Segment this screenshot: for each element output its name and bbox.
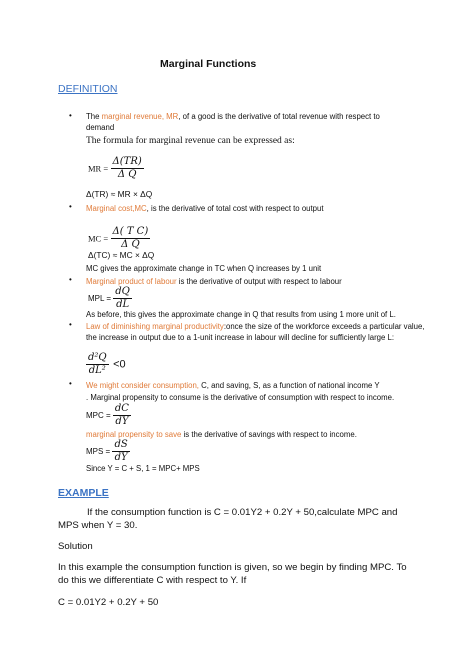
bullet-mr: • xyxy=(69,111,72,120)
mc-text: , is the derivative of total cost with respect to output xyxy=(146,204,324,213)
mc-denominator: Δ Q xyxy=(121,239,140,250)
solution-text: In this example the consumption function is given, so we begin by finding MPC. To do this we differentiate C with respect to Y. If xyxy=(58,562,407,586)
mps-numerator: dS xyxy=(114,439,128,450)
example-text: If the consumption function is C = 0.01Y2 + 0.2Y + 50,calculate MPC and MPS when Y = 30. xyxy=(58,507,398,531)
mpc-fraction xyxy=(113,404,131,427)
mpc-lhs: MPC = xyxy=(86,411,111,420)
law-fraction xyxy=(86,353,109,376)
mpl-note: As before, this gives the approximate change in Q that results from using 1 more unit of L. xyxy=(86,310,396,319)
law-text: :once the size of the workforce exceeds a particular value, the increase in output due to a 1-unit increase in labour will decline for sufficiently large L: xyxy=(86,322,425,342)
bullet-law: • xyxy=(69,320,72,329)
mpl-formula xyxy=(88,287,132,310)
mc-lhs: MC = xyxy=(88,233,109,244)
definition-heading: DEFINITION xyxy=(58,83,118,95)
mpc-formula xyxy=(86,404,131,427)
consumption-line1 xyxy=(86,380,380,391)
mr-fraction xyxy=(111,157,144,180)
mc-term: Marginal cost,MC xyxy=(86,204,147,213)
mpl-text: is the derivative of output with respect to labour xyxy=(176,277,342,286)
mpc-numerator: dC xyxy=(114,403,129,414)
mps-lhs: MPS = xyxy=(86,447,111,456)
mpc-denominator: dY xyxy=(115,416,129,427)
consumption-text1: C, and saving, S, as a function of national income Y xyxy=(198,381,380,390)
mr-definition-line1 xyxy=(86,111,380,122)
mr-numerator: Δ(TR) xyxy=(112,156,142,167)
mr-formula xyxy=(88,157,144,180)
consumption-line2: . Marginal propensity to consume is the derivative of consumption with respect to income. xyxy=(86,393,395,402)
mc-note: MC gives the approximate change in TC when Q increases by 1 unit xyxy=(86,264,322,273)
mpl-numerator: dQ xyxy=(115,286,130,297)
mps-formula xyxy=(86,440,130,463)
mps-denominator: dY xyxy=(114,452,128,463)
consumption-equation: C = 0.01Y2 + 0.2Y + 50 xyxy=(58,597,159,608)
mpl-fraction xyxy=(113,287,132,310)
bullet-consumption: • xyxy=(69,379,72,388)
mr-denominator: Δ Q xyxy=(117,169,137,180)
mr-term: marginal revenue, MR xyxy=(101,112,179,121)
example-heading: EXAMPLE xyxy=(58,487,109,499)
mr-text-rest: , of a good is the derivative of total revenue with respect to xyxy=(178,112,380,121)
mps-fraction xyxy=(112,440,129,463)
mpl-denominator: dL xyxy=(116,299,130,310)
mc-numerator: Δ( T C) xyxy=(112,226,149,237)
mpl-term: Marginal product of labour xyxy=(86,277,177,286)
law-denominator: dL² xyxy=(88,365,106,376)
mc-fraction xyxy=(111,227,151,250)
solution-label: Solution xyxy=(58,541,93,552)
mc-approximation: Δ(TC) ≈ MC × ΔQ xyxy=(88,250,155,260)
consumption-term: We might consider consumption, xyxy=(86,381,199,390)
law-numerator: d²Q xyxy=(88,352,107,363)
since-identity: Since Y = C + S, 1 = MPC+ MPS xyxy=(86,464,200,473)
mr-formula-intro: The formula for marginal revenue can be expressed as: xyxy=(86,136,295,146)
law-definition xyxy=(86,321,426,343)
bullet-mpl: • xyxy=(69,275,72,284)
mps-term: marginal propensity to save xyxy=(86,430,182,439)
mr-lhs: MR = xyxy=(88,163,109,174)
mr-text-prefix: The xyxy=(86,112,102,121)
law-rhs: <0 xyxy=(113,358,126,371)
mr-definition-line2: demand xyxy=(86,123,115,132)
mpl-lhs: MPL = xyxy=(88,294,112,303)
bullet-mc: • xyxy=(69,202,72,211)
law-formula xyxy=(86,353,126,376)
page-title: Marginal Functions xyxy=(160,58,257,70)
law-term: Law of diminishing marginal productivity xyxy=(86,322,224,331)
mc-definition xyxy=(86,203,324,214)
mc-formula xyxy=(88,227,150,250)
mps-text: is the derivative of savings with respect to income. xyxy=(181,430,357,439)
mr-approximation: Δ(TR) ≈ MR × ΔQ xyxy=(86,189,153,199)
